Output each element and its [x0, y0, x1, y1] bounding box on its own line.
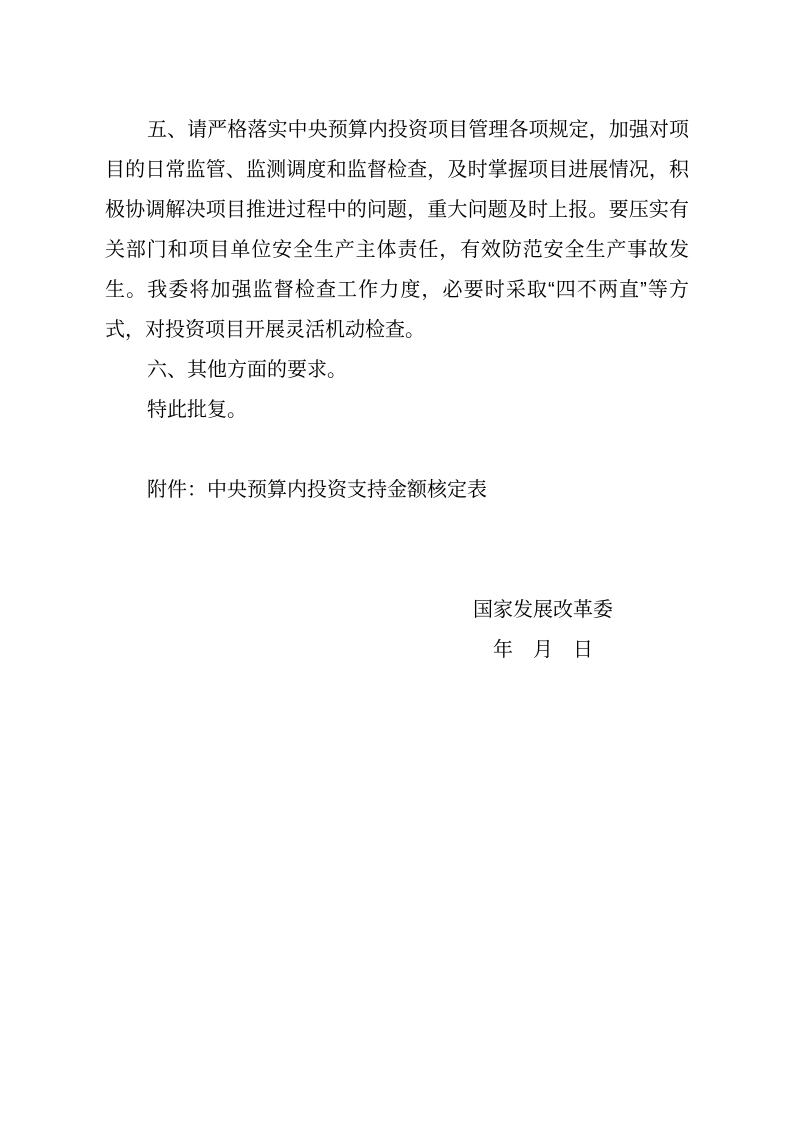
signature-date: 年 月 日	[493, 639, 593, 661]
paragraph-six: 六、其他方面的要求。	[147, 359, 347, 381]
paragraph-five-line-5: 生。我委将加强监督检查工作力度，必要时采取“四不两直”等方	[105, 279, 689, 301]
blank-line	[105, 430, 689, 470]
paragraph-five-line-1: 五、请严格落实中央预算内投资项目管理各项规定，加强对项	[147, 119, 689, 141]
attachment-line: 附件：中央预算内投资支持金额核定表	[147, 479, 487, 501]
blank-line	[105, 510, 689, 550]
closing-line: 特此批复。	[147, 399, 247, 421]
blank-line	[105, 550, 689, 590]
paragraph-five-line-6: 式，对投资项目开展灵活机动检查。	[105, 319, 425, 341]
signature-block	[437, 590, 649, 670]
paragraph-five-line-2: 目的日常监管、监测调度和监督检查，及时掌握项目进展情况，积	[105, 159, 689, 181]
paragraph-five-line-4: 关部门和项目单位安全生产主体责任，有效防范安全生产事故发	[105, 239, 689, 261]
paragraph-five-line-3: 极协调解决项目推进过程中的问题，重大问题及时上报。要压实有	[105, 199, 689, 221]
signature-organization: 国家发展改革委	[473, 599, 613, 621]
document-body	[105, 110, 689, 670]
